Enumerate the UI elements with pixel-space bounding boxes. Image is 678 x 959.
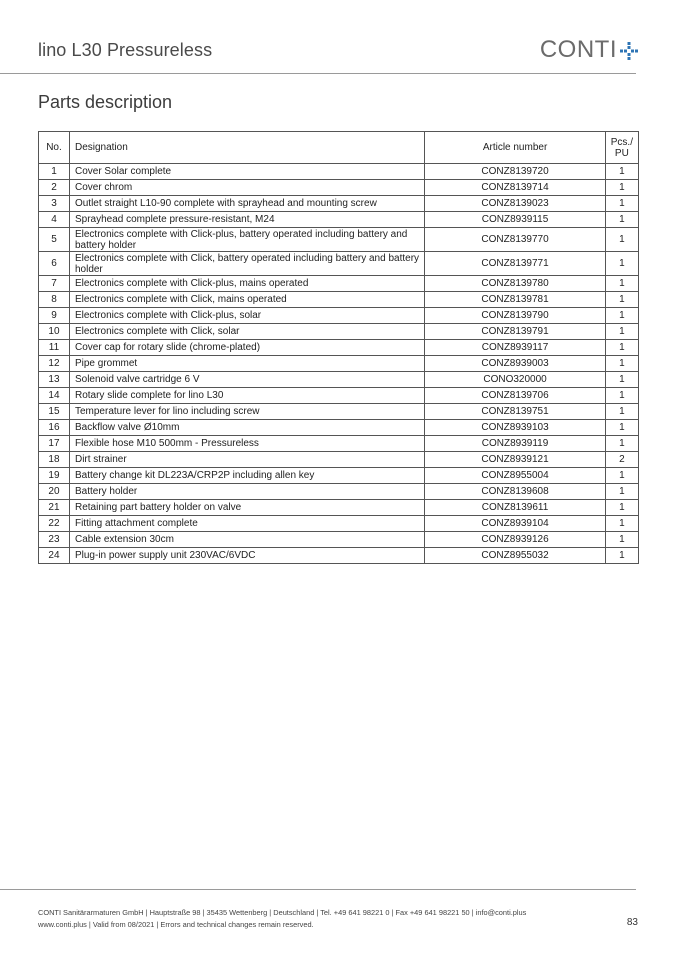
cell-article-number: CONZ8139770 [425,228,605,252]
table-row [39,180,639,196]
cell-pcs: 1 [605,372,638,388]
table-row [39,484,639,500]
cell-article-number: CONZ8139751 [425,404,605,420]
cell-article-number: CONZ8139608 [425,484,605,500]
cell-article-number: CONZ8139790 [425,308,605,324]
cell-pcs: 1 [605,516,638,532]
cell-no: 12 [39,356,70,372]
cell-article-number: CONZ8939117 [425,340,605,356]
cell-pcs: 1 [605,436,638,452]
cell-article-number: CONZ8939103 [425,420,605,436]
column-header-designation: Designation [69,132,424,164]
cell-pcs: 1 [605,484,638,500]
parts-table [38,131,639,564]
cell-pcs: 1 [605,196,638,212]
cell-article-number: CONZ8939126 [425,532,605,548]
table-row [39,372,639,388]
cell-designation: Electronics complete with Click, battery operated including battery and battery holder [69,252,424,276]
cell-article-number: CONZ8955032 [425,548,605,564]
cell-pcs: 1 [605,500,638,516]
cell-no: 3 [39,196,70,212]
cell-no: 6 [39,252,70,276]
footer-company-info: CONTI Sanitärarmaturen GmbH | Hauptstraße 98 | 35435 Wettenberg | Deutschland | Tel. +49 641 98221 0 | Fax +49 641 98221 50 | info@conti.plus [38,908,527,917]
cell-designation: Electronics complete with Click-plus, mains operated [69,276,424,292]
table-row [39,388,639,404]
cell-article-number: CONZ8139781 [425,292,605,308]
cell-pcs: 1 [605,252,638,276]
table-row [39,468,639,484]
cell-article-number: CONZ8939003 [425,356,605,372]
cell-no: 15 [39,404,70,420]
page-number: 83 [626,917,638,928]
cell-no: 5 [39,228,70,252]
table-row [39,356,639,372]
cell-pcs: 1 [605,532,638,548]
cell-designation: Plug-in power supply unit 230VAC/6VDC [69,548,424,564]
header-divider [0,73,636,74]
cell-designation: Electronics complete with Click, mains operated [69,292,424,308]
table-row [39,532,639,548]
cell-no: 19 [39,468,70,484]
cell-pcs: 1 [605,292,638,308]
cell-designation: Electronics complete with Click, solar [69,324,424,340]
cell-article-number: CONZ8139771 [425,252,605,276]
cell-no: 20 [39,484,70,500]
cross-dots-icon [620,42,638,60]
table-row [39,228,639,252]
cell-article-number: CONZ8139706 [425,388,605,404]
cell-pcs: 1 [605,548,638,564]
table-row [39,340,639,356]
table-row [39,164,639,180]
table-row [39,252,639,276]
column-header-no: No. [39,132,70,164]
cell-pcs: 1 [605,276,638,292]
table-row [39,196,639,212]
cell-no: 23 [39,532,70,548]
cell-designation: Flexible hose M10 500mm - Pressureless [69,436,424,452]
table-row [39,436,639,452]
table-row [39,324,639,340]
cell-pcs: 1 [605,228,638,252]
cell-no: 9 [39,308,70,324]
cell-pcs: 1 [605,356,638,372]
pcs-header-line2: PU [614,147,629,159]
cell-pcs: 1 [605,324,638,340]
table-row [39,404,639,420]
cell-no: 21 [39,500,70,516]
cell-designation: Rotary slide complete for lino L30 [69,388,424,404]
cell-article-number: CONZ8139791 [425,324,605,340]
table-row [39,420,639,436]
cell-designation: Cover Solar complete [69,164,424,180]
cell-no: 2 [39,180,70,196]
cell-article-number: CONZ8139720 [425,164,605,180]
cell-designation: Dirt strainer [69,452,424,468]
cell-no: 7 [39,276,70,292]
cell-no: 13 [39,372,70,388]
cell-designation: Electronics complete with Click-plus, solar [69,308,424,324]
cell-article-number: CONZ8955004 [425,468,605,484]
table-row [39,548,639,564]
cell-designation: Battery change kit DL223A/CRP2P including allen key [69,468,424,484]
table-row [39,308,639,324]
cell-pcs: 1 [605,468,638,484]
column-header-article-number: Article number [425,132,605,164]
cell-pcs: 1 [605,388,638,404]
cell-pcs: 2 [605,452,638,468]
cell-article-number: CONZ8939121 [425,452,605,468]
cell-pcs: 1 [605,308,638,324]
cell-no: 4 [39,212,70,228]
cell-pcs: 1 [605,164,638,180]
cell-designation: Sprayhead complete pressure-resistant, M24 [69,212,424,228]
table-row [39,452,639,468]
table-row [39,212,639,228]
footer-website-validity: www.conti.plus | Valid from 08/2021 | Errors and technical changes remain reserved. [38,920,314,929]
cell-designation: Cover chrom [69,180,424,196]
cell-no: 11 [39,340,70,356]
footer-divider [0,889,636,890]
table-row [39,292,639,308]
cell-pcs: 1 [605,420,638,436]
cell-no: 14 [39,388,70,404]
cell-designation: Cable extension 30cm [69,532,424,548]
cell-designation: Electronics complete with Click-plus, battery operated including battery and battery holder [69,228,424,252]
cell-designation: Retaining part battery holder on valve [69,500,424,516]
cell-article-number: CONZ8139780 [425,276,605,292]
cell-article-number: CONZ8939104 [425,516,605,532]
table-row [39,516,639,532]
cell-pcs: 1 [605,404,638,420]
cell-article-number: CONO320000 [425,372,605,388]
cell-article-number: CONZ8939115 [425,212,605,228]
cell-pcs: 1 [605,212,638,228]
cell-no: 16 [39,420,70,436]
cell-no: 18 [39,452,70,468]
pcs-header-line1: Pcs./ [610,136,633,148]
cell-article-number: CONZ8939119 [425,436,605,452]
table-header-row [39,132,639,164]
cell-designation: Outlet straight L10-90 complete with sprayhead and mounting screw [69,196,424,212]
logo-text: CONTI [539,36,617,63]
cell-designation: Backflow valve Ø10mm [69,420,424,436]
cell-no: 24 [39,548,70,564]
cell-designation: Fitting attachment complete [69,516,424,532]
cell-designation: Pipe grommet [69,356,424,372]
table-row [39,500,639,516]
section-heading: Parts description [38,92,173,112]
parts-table-body [39,164,639,564]
cell-designation: Cover cap for rotary slide (chrome-plated) [69,340,424,356]
cell-pcs: 1 [605,180,638,196]
cell-designation: Solenoid valve cartridge 6 V [69,372,424,388]
cell-designation: Battery holder [69,484,424,500]
document-title: lino L30 Pressureless [38,40,213,60]
cell-designation: Temperature lever for lino including screw [69,404,424,420]
cell-article-number: CONZ8139611 [425,500,605,516]
cell-no: 10 [39,324,70,340]
cell-article-number: CONZ8139714 [425,180,605,196]
cell-pcs: 1 [605,340,638,356]
cell-no: 17 [39,436,70,452]
cell-no: 1 [39,164,70,180]
cell-no: 8 [39,292,70,308]
column-header-pcs-pu [605,132,638,164]
conti-logo [540,36,638,64]
table-row [39,276,639,292]
cell-no: 22 [39,516,70,532]
cell-article-number: CONZ8139023 [425,196,605,212]
